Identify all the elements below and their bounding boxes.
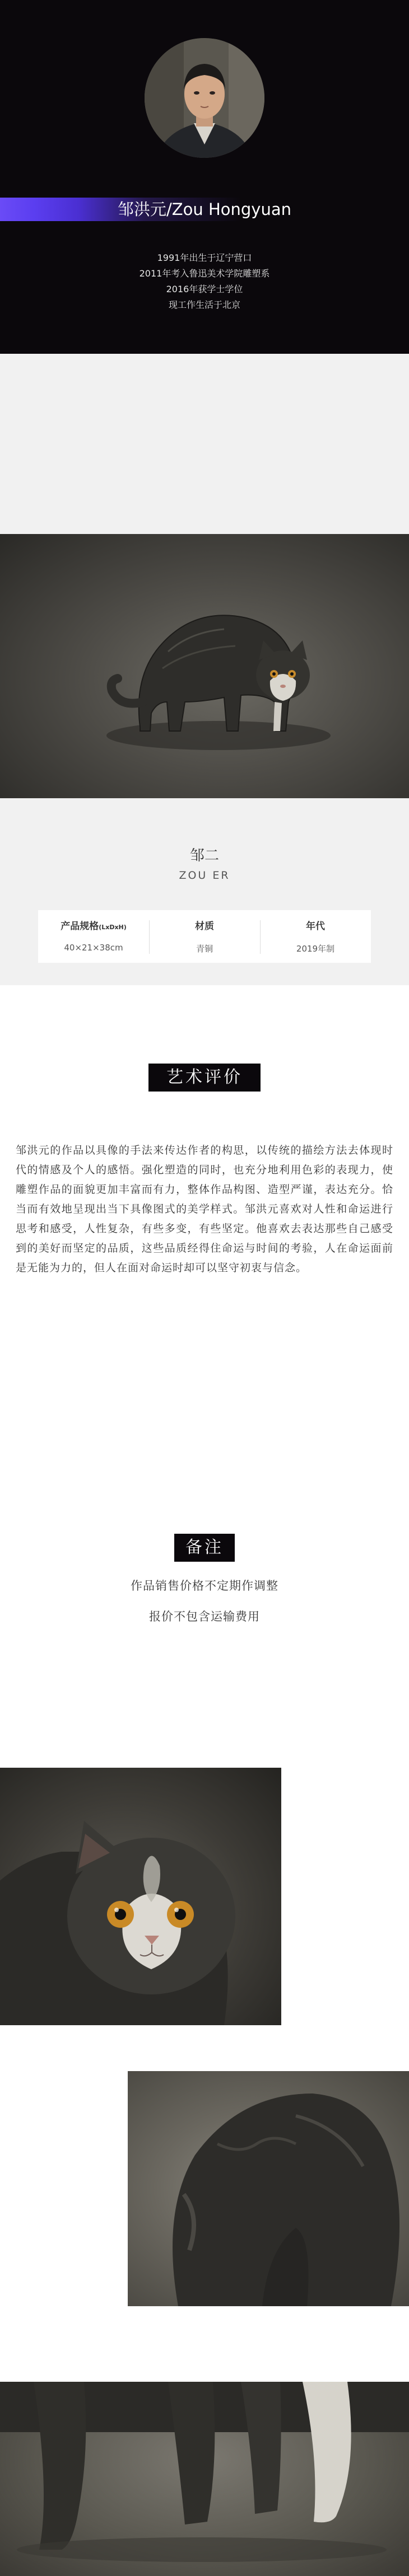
detail-photo-legs <box>0 2382 409 2576</box>
artist-name: 邹洪元/Zou Hongyuan <box>117 200 291 219</box>
bio-line: 1991年出生于辽宁营口 <box>157 252 252 263</box>
spec-size <box>38 910 149 963</box>
bio-line: 2016年获学士学位 <box>166 284 243 294</box>
spec-value: 40×21×38cm <box>64 943 123 953</box>
note-line: 报价不包含运输费用 <box>149 1610 260 1623</box>
detail-photo-face <box>0 1768 281 2025</box>
review-text: 邹洪元的作品以具像的手法来传达作者的构思，以传统的描绘方法去体现时代的情感及个人的感悟。强化塑造的同时，也充分地利用色彩的表现力，使雕塑作品的面貌更加丰富而有力，整体作品构图、造型严谨，表达充分。恰当而有效地呈现出当下具像图式的美学样式。邹洪元喜欢对人性和命运进行思考和感受，人性复杂，有些多变，有些坚定。他喜欢去表达那些自己感受到的美好而坚定的品质，这些品质经得住命运与时间的考验，人在命运面前是无能为力的，但人在面对命运时却可以坚守初衷与信念。 <box>16 1144 393 1274</box>
artwork-title: 邹二 <box>189 847 219 864</box>
spec-material <box>149 910 260 963</box>
spec-value: 2019年制 <box>296 944 335 954</box>
bio-line: 2011年考入鲁迅美术学院雕塑系 <box>139 268 270 279</box>
spec-year <box>260 910 371 963</box>
detail-photo-body <box>128 2071 409 2306</box>
bio-line: 现工作生活于北京 <box>168 299 240 310</box>
artist-avatar <box>145 38 264 158</box>
spec-value: 青铜 <box>196 944 213 954</box>
notes-heading: 备注 <box>174 1534 235 1562</box>
note-line: 作品销售价格不定期作调整 <box>131 1579 278 1593</box>
artwork-title-en: ZOU ER <box>179 869 230 882</box>
spec-label: 产品规格(LxDxH) <box>61 921 127 932</box>
artwork-photo <box>0 534 409 798</box>
review-heading: 艺术评价 <box>148 1064 261 1092</box>
spec-label: 材质 <box>195 921 214 932</box>
spec-label: 年代 <box>306 921 325 932</box>
spec-table <box>38 910 371 963</box>
